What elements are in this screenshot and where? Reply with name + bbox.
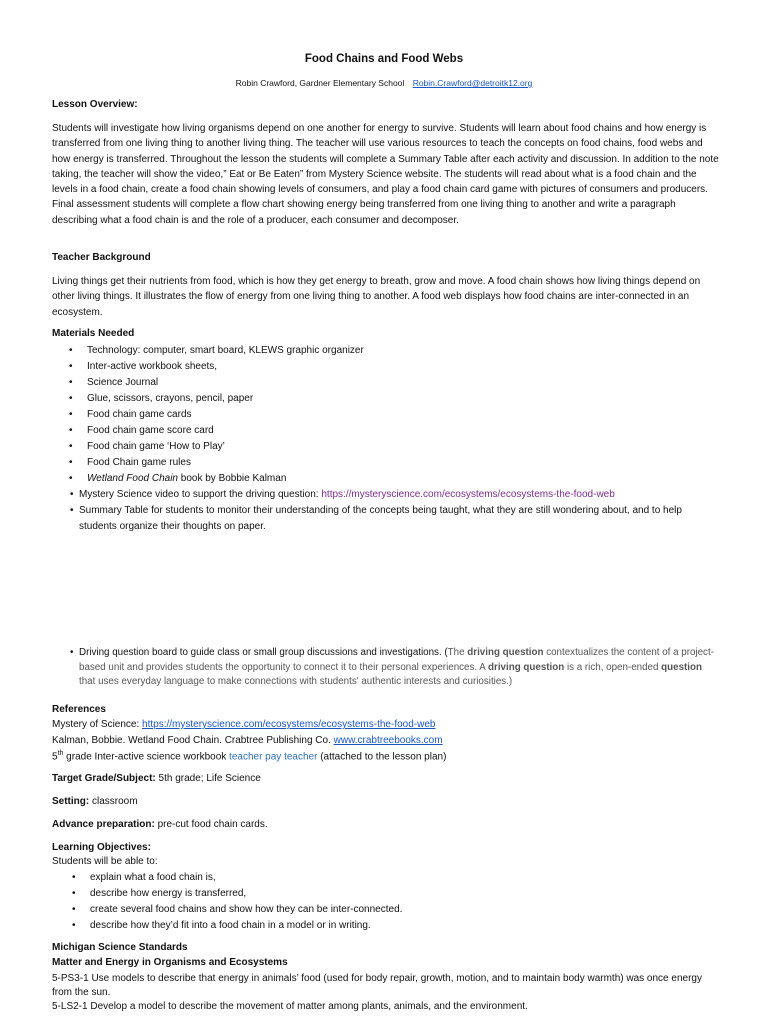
list-item: • Food Chain game rules xyxy=(52,455,720,471)
objectives-list xyxy=(52,870,720,934)
list-item: • Summary Table for students to monitor their understanding of the concepts being taught, what they are still wondering about, and to help students organize their thoughts on paper. xyxy=(52,503,720,535)
mystery-science-link[interactable]: https://mysteryscience.com/ecosystems/ecosystems-the-food-web xyxy=(142,719,436,730)
list-item: • Science Journal xyxy=(52,375,720,391)
video-link[interactable]: https://mysteryscience.com/ecosystems/ecosystems-the-food-web xyxy=(321,489,615,500)
list-item: • Mystery Science video to support the driving question: https://mysteryscience.com/ecosystems/ecosystems-the-food-web xyxy=(52,487,720,503)
background-heading: Teacher Background xyxy=(52,252,151,263)
list-item: • Technology: computer, smart board, KLEWS graphic organizer xyxy=(52,343,720,359)
standard-5-ls2-1: 5-LS2-1 Develop a model to describe the movement of matter among plants, animals, and the environment. xyxy=(52,1001,528,1012)
author-line xyxy=(0,78,768,88)
list-item: • Food chain game score card xyxy=(52,423,720,439)
list-item: • Driving question board to guide class or small group discussions and investigations. (The driving question contextualizes the content of a project-based unit and provides students the opportunity to connect it to their personal experiences. A driving question is a rich, open-ended question that uses everyday language to make connections with students' authentic interests and curiosities.) xyxy=(52,646,720,690)
list-item: • Glue, scissors, crayons, pencil, paper xyxy=(52,391,720,407)
list-item: • Wetland Food Chain book by Bobbie Kalman xyxy=(52,471,720,487)
objectives-intro: Students will be able to: xyxy=(52,856,158,867)
driving-question-item xyxy=(52,646,720,690)
standard-5-ps3-1: 5-PS3-1 Use models to describe that energy in animals’ food (used for body repair, growth, motion, and to maintain body warmth) was once energy from the sun. xyxy=(52,973,702,998)
author-name: Robin Crawford, Gardner Elementary School xyxy=(235,78,405,88)
materials-heading: Materials Needed xyxy=(52,328,135,339)
objectives-heading: Learning Objectives: xyxy=(52,842,151,853)
advance-preparation: Advance preparation: pre-cut food chain cards. xyxy=(52,819,268,830)
list-item: • explain what a food chain is, xyxy=(52,870,720,886)
target-grade: Target Grade/Subject: 5th grade; Life Science xyxy=(52,773,261,784)
book-title: Wetland Food Chain xyxy=(87,473,178,484)
list-item: • describe how energy is transferred, xyxy=(52,886,720,902)
materials-list xyxy=(52,343,720,535)
reference-2: Kalman, Bobbie. Wetland Food Chain. Crabtree Publishing Co. www.crabtreebooks.com xyxy=(52,735,443,746)
list-item: • describe how they’d fit into a food chain in a model or in writing. xyxy=(52,918,720,934)
crabtree-link[interactable]: www.crabtreebooks.com xyxy=(333,735,443,746)
references-heading: References xyxy=(52,704,106,715)
list-item: • Food chain game ‘How to Play’ xyxy=(52,439,720,455)
list-item: • Inter-active workbook sheets, xyxy=(52,359,720,375)
page-title: Food Chains and Food Webs xyxy=(304,53,464,65)
teacher-pay-teacher-link[interactable]: teacher pay teacher xyxy=(229,751,318,763)
background-text: Living things get their nutrients from food, which is how they get energy to breath, grow and move. A food chain shows how living things depend on other living things. It illustrates the flow of energy from one living thing to another. A food web displays how food chains are inter-connected in an ecosystem. xyxy=(52,276,701,318)
email-link[interactable]: Robin.Crawford@detroitk12.org xyxy=(412,78,533,88)
list-item: • Food chain game cards xyxy=(52,407,720,423)
setting: Setting: classroom xyxy=(52,796,138,807)
overview-text: Students will investigate how living organisms depend on one another for energy to survive. Students will learn about food chains and how energy is transferred from one living thing to another living thing. The teacher will use various resources to teach the concepts on food chains, food webs and how energy is transferred. Throughout the lesson the students will complete a Summary Table after each activity and discussion. In addition to the note taking, the teacher will show the video,” Eat or Be Eaten” from Mystery Science website. The students will read about what is a food chain and the levels in a food chain, create a food chain showing levels of consumers, and play a food chain card game with pictures of consumers and producers. Final assessment students will complete a flow chart showing energy being transferred from one living thing to another and write a paragraph describing what a food chain is and the role of a producer, each consumer and decomposer. xyxy=(52,123,719,226)
overview-heading: Lesson Overview: xyxy=(52,99,138,110)
reference-3: 5th grade Inter-active science workbook teacher pay teacher (attached to the lesson plan) xyxy=(52,750,447,763)
standards-subheading: Matter and Energy in Organisms and Ecosystems xyxy=(52,957,288,968)
reference-1: Mystery of Science: https://mysteryscience.com/ecosystems/ecosystems-the-food-web xyxy=(52,719,436,730)
standards-heading: Michigan Science Standards xyxy=(52,942,188,953)
list-item: • create several food chains and show how they can be inter-connected. xyxy=(52,902,720,918)
